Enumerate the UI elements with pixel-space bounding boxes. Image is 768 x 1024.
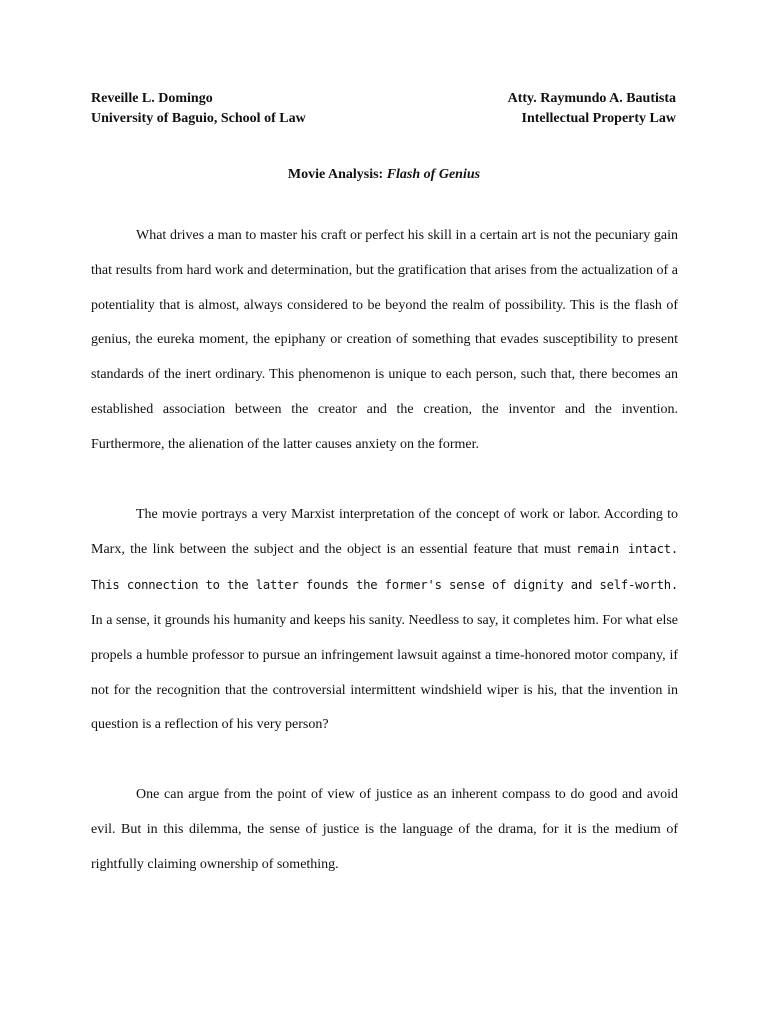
author-name: Reveille L. Domingo [91,91,213,106]
page-title [0,165,768,185]
author-school: University of Baguio, School of Law [91,111,306,126]
instructor-block [508,89,676,129]
course-name: Intellectual Property Law [521,111,676,126]
author-block [91,89,306,129]
paragraph-1: What drives a man to master his craft or perfect his skill in a certain art is not the pecuniary gain that results from hard work and determination, but the gratification that arises from the actualization of a potentiality that is almost, always considered to be beyond the realm of possibility. This is the flash of genius, the eureka moment, the epiphany or creation of something that evades susceptibility to present standards of the inert ordinary. This phenomenon is unique to each person, such that, there becomes an established association between the creator and the creation, the inventor and the invention. Furthermore, the alienation of the latter causes anxiety on the former. [91,228,678,452]
paragraph-2-part-2: remain intact. This connection to the latter founds the former's sense of dignity and self-worth. [91,542,678,593]
paragraph-2-part-3: In a sense, it grounds his humanity and keeps his sanity. Needless to say, it completes him. For what else propels a humble professor to pursue an infringement lawsuit against a time-honored motor company, if not for the recognition that the controversial intermittent windshield wiper is his, that the invention in question is a reflection of his very person? [91,612,678,733]
paragraph-2-part-1: The movie portrays a very Marxist interpretation of the concept of work or labor. According to Marx, the link between the subject and the object is an essential feature that must [91,506,678,558]
title-prefix: Movie Analysis: [287,167,387,182]
paragraph-3: One can argue from the point of view of justice as an inherent compass to do good and avoid evil. But in this dilemma, the sense of justice is the language of the drama, for it is the medium of rightfully claiming ownership of something. [91,787,678,872]
instructor-name: Atty. Raymundo A. Bautista [507,91,676,106]
paragraph-2 [91,498,678,744]
film-title: Flash of Genius [386,167,481,182]
body-text [91,219,678,883]
